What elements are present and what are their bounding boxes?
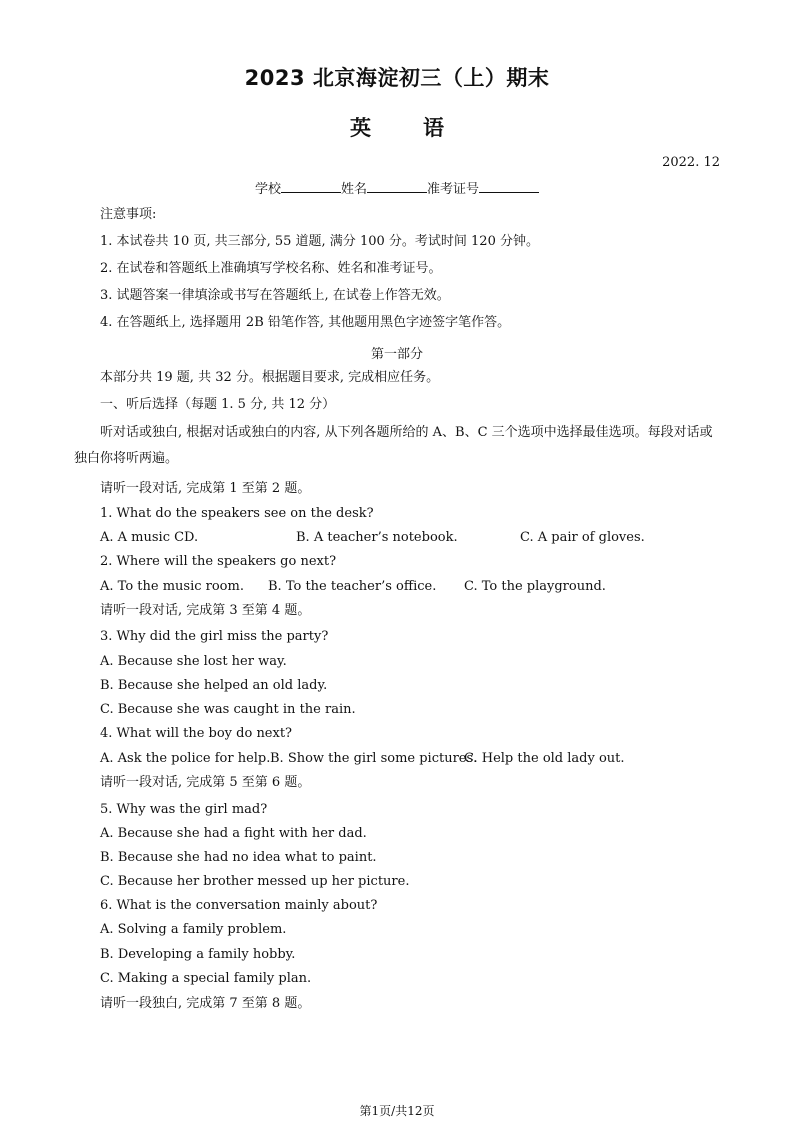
question-5-option-b[interactable]: B. Because she had no idea what to paint. — [100, 850, 377, 865]
subject-heading — [0, 112, 794, 142]
question-5-stem: 5. Why was the girl mad? — [100, 802, 268, 817]
question-6-stem: 6. What is the conversation mainly about? — [100, 898, 378, 913]
section-title: 一、听后选择（每题 1. 5 分, 共 12 分） — [100, 397, 336, 412]
notice-item-3: 3. 试题答案一律填涂或书写在答题纸上, 在试卷上作答无效。 — [100, 288, 450, 303]
question-6-option-a[interactable]: A. Solving a family problem. — [100, 922, 287, 937]
part-intro: 本部分共 19 题, 共 32 分。根据题目要求, 完成相应任务。 — [100, 370, 440, 385]
name-blank[interactable] — [367, 179, 427, 193]
notice-heading: 注意事项: — [100, 207, 157, 222]
school-label: 学校 — [254, 182, 281, 197]
student-info-fields — [0, 178, 794, 197]
subject-char-2: 语 — [423, 116, 444, 140]
question-1-option-b[interactable]: B. A teacher’s notebook. — [296, 530, 458, 545]
listening-prompt-2: 请听一段对话, 完成第 3 至第 4 题。 — [100, 603, 311, 618]
listening-prompt-3: 请听一段对话, 完成第 5 至第 6 题。 — [100, 775, 311, 790]
question-5-option-c[interactable]: C. Because her brother messed up her picture. — [100, 874, 410, 889]
notice-item-1: 1. 本试卷共 10 页, 共三部分, 55 道题, 满分 100 分。考试时间 120 分钟。 — [100, 234, 539, 249]
part-heading: 第一部分 — [370, 347, 423, 362]
question-2-option-a[interactable]: A. To the music room. — [100, 579, 244, 594]
question-4-stem: 4. What will the boy do next? — [100, 726, 293, 741]
question-3-option-c[interactable]: C. Because she was caught in the rain. — [100, 702, 356, 717]
exam-no-blank[interactable] — [479, 179, 539, 193]
section-instruction: 听对话或独白, 根据对话或独白的内容, 从下列各题所给的 A、B、C 三个选项中选择最佳选项。每段对话或独白你将听两遍。 — [74, 425, 713, 466]
subject-char-1: 英 — [350, 116, 371, 140]
page-footer: 第1页/共12页 — [359, 1104, 435, 1118]
question-2-option-b[interactable]: B. To the teacher’s office. — [268, 579, 437, 594]
listening-prompt-1: 请听一段对话, 完成第 1 至第 2 题。 — [100, 481, 311, 496]
school-blank[interactable] — [281, 179, 341, 193]
question-6-option-c[interactable]: C. Making a special family plan. — [100, 971, 312, 986]
question-1-option-c[interactable]: C. A pair of gloves. — [520, 530, 645, 545]
page-title: 2023 北京海淀初三（上）期末 — [244, 66, 550, 90]
question-3-stem: 3. Why did the girl miss the party? — [100, 629, 329, 644]
name-label: 姓名 — [340, 182, 367, 197]
exam-no-label: 准考证号 — [427, 182, 480, 197]
question-3-option-a[interactable]: A. Because she lost her way. — [100, 654, 287, 669]
exam-date: 2022. 12 — [662, 155, 720, 170]
listening-prompt-4: 请听一段独白, 完成第 7 至第 8 题。 — [100, 996, 311, 1011]
question-2-option-c[interactable]: C. To the playground. — [464, 579, 606, 594]
question-1-stem: 1. What do the speakers see on the desk? — [100, 506, 374, 521]
question-6-option-b[interactable]: B. Developing a family hobby. — [100, 947, 296, 962]
notice-item-2: 2. 在试卷和答题纸上准确填写学校名称、姓名和准考证号。 — [100, 261, 442, 276]
question-4-option-c[interactable]: C. Help the old lady out. — [464, 751, 625, 766]
question-3-option-b[interactable]: B. Because she helped an old lady. — [100, 678, 328, 693]
question-2-stem: 2. Where will the speakers go next? — [100, 554, 337, 569]
question-1-option-a[interactable]: A. A music CD. — [100, 530, 199, 545]
question-4-option-b[interactable]: B. Show the girl some pictures. — [270, 751, 478, 766]
question-4-option-a[interactable]: A. Ask the police for help. — [100, 751, 271, 766]
notice-item-4: 4. 在答题纸上, 选择题用 2B 铅笔作答, 其他题用黑色字迹签字笔作答。 — [100, 315, 511, 330]
question-5-option-a[interactable]: A. Because she had a fight with her dad. — [100, 826, 367, 841]
